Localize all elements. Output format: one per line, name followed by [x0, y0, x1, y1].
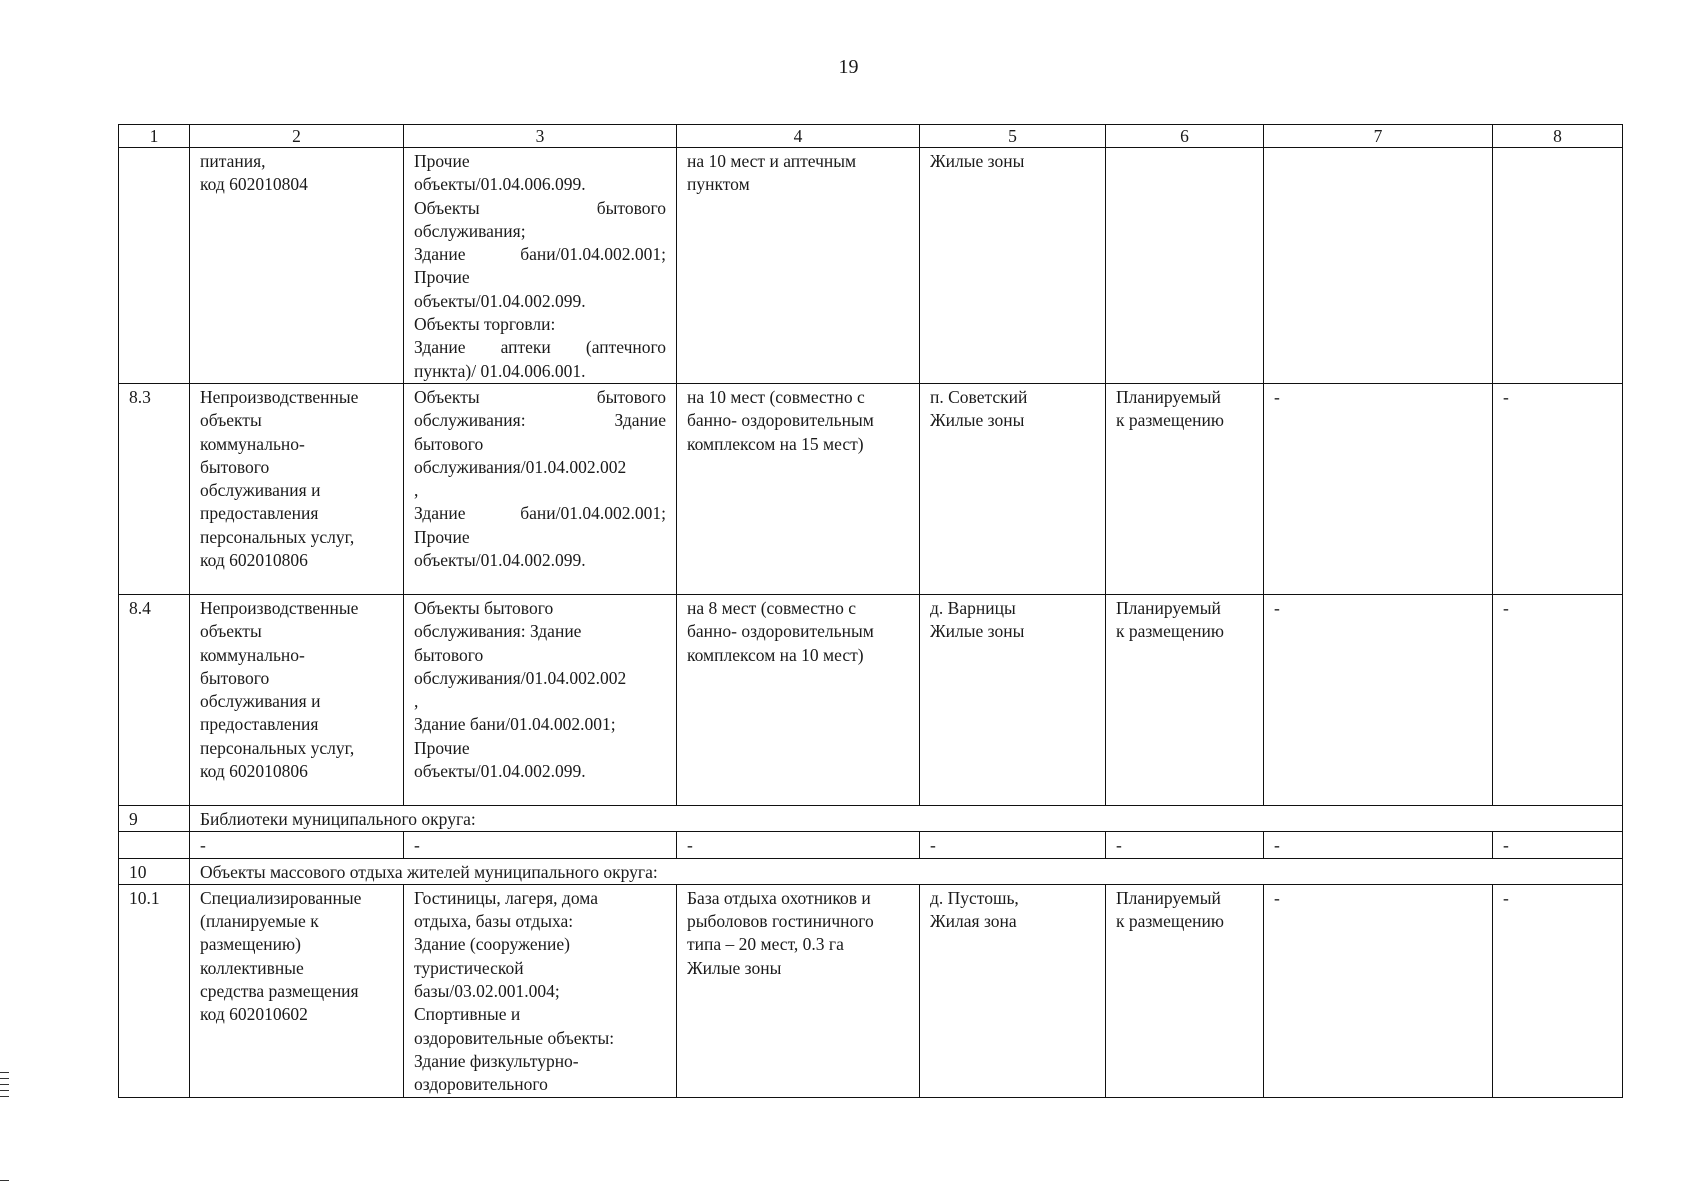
text-line: (планируемые к — [200, 911, 319, 932]
text-line: на 10 мест (совместно с — [687, 386, 865, 407]
col-number: 2 — [190, 125, 404, 148]
object-type-cell — [404, 884, 677, 1097]
scan-mark — [0, 1090, 9, 1091]
dash-cell: - — [1106, 832, 1264, 858]
text-line: д. Варницы — [930, 597, 1016, 618]
text-line: пункта)/ 01.04.006.001. — [414, 360, 586, 381]
planning-table — [118, 124, 1623, 1098]
text-line: Спортивные и — [414, 1004, 521, 1025]
scan-mark — [0, 1096, 9, 1097]
text-line: Прочие — [414, 526, 470, 547]
row-number-cell — [119, 148, 190, 384]
row-number-cell — [119, 832, 190, 858]
status-cell — [1106, 884, 1264, 1097]
capacity-cell — [677, 884, 920, 1097]
text-line: обслуживания: Здание — [414, 410, 666, 431]
section-row-10 — [119, 858, 1623, 884]
text-line: Жилые зоны — [930, 410, 1025, 431]
text-line: бытового — [414, 644, 484, 665]
table-row-placeholder — [119, 832, 1623, 858]
text-line: комплексом на 15 мест) — [687, 433, 864, 454]
text-line: Объекты бытового — [414, 597, 554, 618]
text-line: коммунально- — [200, 644, 305, 665]
dash-cell: - — [1493, 832, 1623, 858]
text-line: к размещению — [1116, 621, 1224, 642]
text-line: обслуживания и — [200, 691, 321, 712]
dash-cell: - — [1264, 832, 1493, 858]
text-line: объекты/01.04.006.099. — [414, 174, 586, 195]
text-line: объекты — [200, 621, 262, 642]
text-line: бытового — [200, 667, 270, 688]
text-line: объекты/01.04.002.099. — [414, 761, 586, 782]
text-line: Прочие — [414, 267, 470, 288]
text-line: Непроизводственные — [200, 597, 359, 618]
text-line: коммунально- — [200, 433, 305, 454]
text-line: Объекты бытового — [414, 197, 666, 218]
capacity-cell — [677, 148, 920, 384]
text-line: Жилые зоны — [687, 957, 782, 978]
location-cell — [920, 383, 1106, 594]
status-cell — [1106, 594, 1264, 805]
table-row-8-4 — [119, 594, 1623, 805]
col7-cell: - — [1264, 594, 1493, 805]
object-type-cell — [404, 594, 677, 805]
location-cell — [920, 594, 1106, 805]
scan-mark — [0, 1084, 9, 1085]
text-line: банно- оздоровительным — [687, 410, 874, 431]
dash-cell: - — [677, 832, 920, 858]
text-line: Здание бани/01.04.002.001; — [414, 503, 666, 524]
row-number-cell: 10 — [119, 858, 190, 884]
text-line: Планируемый — [1116, 887, 1221, 908]
status-cell — [1106, 148, 1264, 384]
text-line: Специализированные — [200, 887, 362, 908]
text-line: код 602010602 — [200, 1004, 308, 1025]
scan-mark — [0, 1078, 9, 1079]
text-line: банно- оздоровительным — [687, 621, 874, 642]
col8-cell: - — [1493, 383, 1623, 594]
capacity-cell — [677, 383, 920, 594]
text-line: отдыха, базы отдыха: — [414, 911, 574, 932]
text-line: на 10 мест и аптечным — [687, 151, 857, 171]
text-line: комплексом на 10 мест) — [687, 644, 864, 665]
text-line: Прочие — [414, 737, 470, 758]
text-line: Здание аптеки (аптечного — [414, 337, 666, 358]
col-number: 7 — [1264, 125, 1493, 148]
status-cell — [1106, 383, 1264, 594]
section-title-cell: Библиотеки муниципального округа: — [190, 805, 1623, 831]
object-type-cell — [404, 383, 677, 594]
text-line: , — [414, 691, 419, 712]
text-line: Планируемый — [1116, 386, 1221, 407]
col8-cell: - — [1493, 594, 1623, 805]
text-line: оздоровительные объекты: — [414, 1027, 615, 1048]
col-number: 3 — [404, 125, 677, 148]
text-line: туристической — [414, 957, 524, 978]
col7-cell — [1264, 148, 1493, 384]
col-number: 4 — [677, 125, 920, 148]
scan-mark — [0, 1072, 9, 1073]
text-line: персональных услуг, — [200, 737, 355, 758]
text-line: Здание физкультурно- — [414, 1050, 579, 1071]
text-line: предоставления — [200, 714, 319, 735]
object-type-cell — [404, 148, 677, 384]
text-line: Объекты торговли: — [414, 314, 556, 335]
dash-cell: - — [190, 832, 404, 858]
location-cell — [920, 148, 1106, 384]
text-line: бытового — [200, 456, 270, 477]
text-line: Объекты бытового — [414, 386, 666, 407]
row-number-cell: 8.3 — [119, 383, 190, 594]
text-line: код 602010806 — [200, 761, 308, 782]
object-name-cell — [190, 594, 404, 805]
text-line: к размещению — [1116, 911, 1224, 932]
table-row-continuation — [119, 148, 1623, 384]
col8-cell — [1493, 148, 1623, 384]
text-line: предоставления — [200, 503, 319, 524]
table-row-10-1 — [119, 884, 1623, 1097]
text-line: код 602010806 — [200, 550, 308, 571]
text-line: код 602010804 — [200, 174, 308, 195]
section-row-9 — [119, 805, 1623, 831]
text-line: оздоровительного — [414, 1074, 548, 1095]
object-name-cell — [190, 148, 404, 384]
text-line: типа – 20 мест, 0.3 га — [687, 934, 844, 955]
text-line: обслуживания; — [414, 220, 526, 241]
capacity-cell — [677, 594, 920, 805]
object-name-cell — [190, 383, 404, 594]
text-line: Здание (сооружение) — [414, 934, 570, 955]
text-line: объекты/01.04.002.099. — [414, 290, 586, 311]
text-line: обслуживания/01.04.002.002 — [414, 667, 627, 688]
object-name-cell — [190, 884, 404, 1097]
col-number: 6 — [1106, 125, 1264, 148]
text-line: обслуживания/01.04.002.002 — [414, 456, 627, 477]
scan-mark — [0, 1180, 9, 1181]
text-line: База отдыха охотников и — [687, 887, 871, 908]
text-line: Гостиницы, лагеря, дома — [414, 887, 598, 908]
table-row-8-3 — [119, 383, 1623, 594]
column-numbers-row — [119, 125, 1623, 148]
text-line: рыболовов гостиничного — [687, 911, 874, 932]
dash-cell: - — [920, 832, 1106, 858]
text-line: Здание бани/01.04.002.001; — [414, 714, 616, 735]
text-line: обслуживания и — [200, 480, 321, 501]
text-line: обслуживания: Здание — [414, 621, 582, 642]
dash-cell: - — [404, 832, 677, 858]
text-line: Непроизводственные — [200, 386, 359, 407]
text-line: Здание бани/01.04.002.001; — [414, 244, 666, 265]
page-number: 19 — [838, 56, 859, 78]
text-line: Жилые зоны — [930, 621, 1025, 642]
text-line: средства размещения — [200, 981, 359, 1002]
text-line: бытового — [414, 433, 484, 454]
text-line: Жилая зона — [930, 911, 1017, 932]
text-line: питания, — [200, 151, 266, 171]
text-line: объекты — [200, 410, 262, 431]
text-line: объекты/01.04.002.099. — [414, 550, 586, 571]
col-number: 1 — [119, 125, 190, 148]
text-line: Жилые зоны — [930, 151, 1025, 171]
col-number: 8 — [1493, 125, 1623, 148]
text-line: пунктом — [687, 174, 750, 195]
text-line: п. Советский — [930, 386, 1028, 407]
location-cell — [920, 884, 1106, 1097]
text-line: , — [414, 480, 419, 501]
text-line: Прочие — [414, 151, 470, 171]
row-number-cell: 8.4 — [119, 594, 190, 805]
text-line: персональных услуг, — [200, 526, 355, 547]
col7-cell: - — [1264, 884, 1493, 1097]
col8-cell: - — [1493, 884, 1623, 1097]
text-line: коллективные — [200, 957, 304, 978]
row-number-cell: 9 — [119, 805, 190, 831]
col7-cell: - — [1264, 383, 1493, 594]
text-line: базы/03.02.001.004; — [414, 981, 560, 1002]
text-line: Планируемый — [1116, 597, 1221, 618]
text-line: к размещению — [1116, 410, 1224, 431]
section-title-cell: Объекты массового отдыха жителей муниципального округа: — [190, 858, 1623, 884]
col-number: 5 — [920, 125, 1106, 148]
row-number-cell: 10.1 — [119, 884, 190, 1097]
text-line: размещению) — [200, 934, 301, 955]
text-line: д. Пустошь, — [930, 887, 1019, 908]
text-line: на 8 мест (совместно с — [687, 597, 856, 618]
